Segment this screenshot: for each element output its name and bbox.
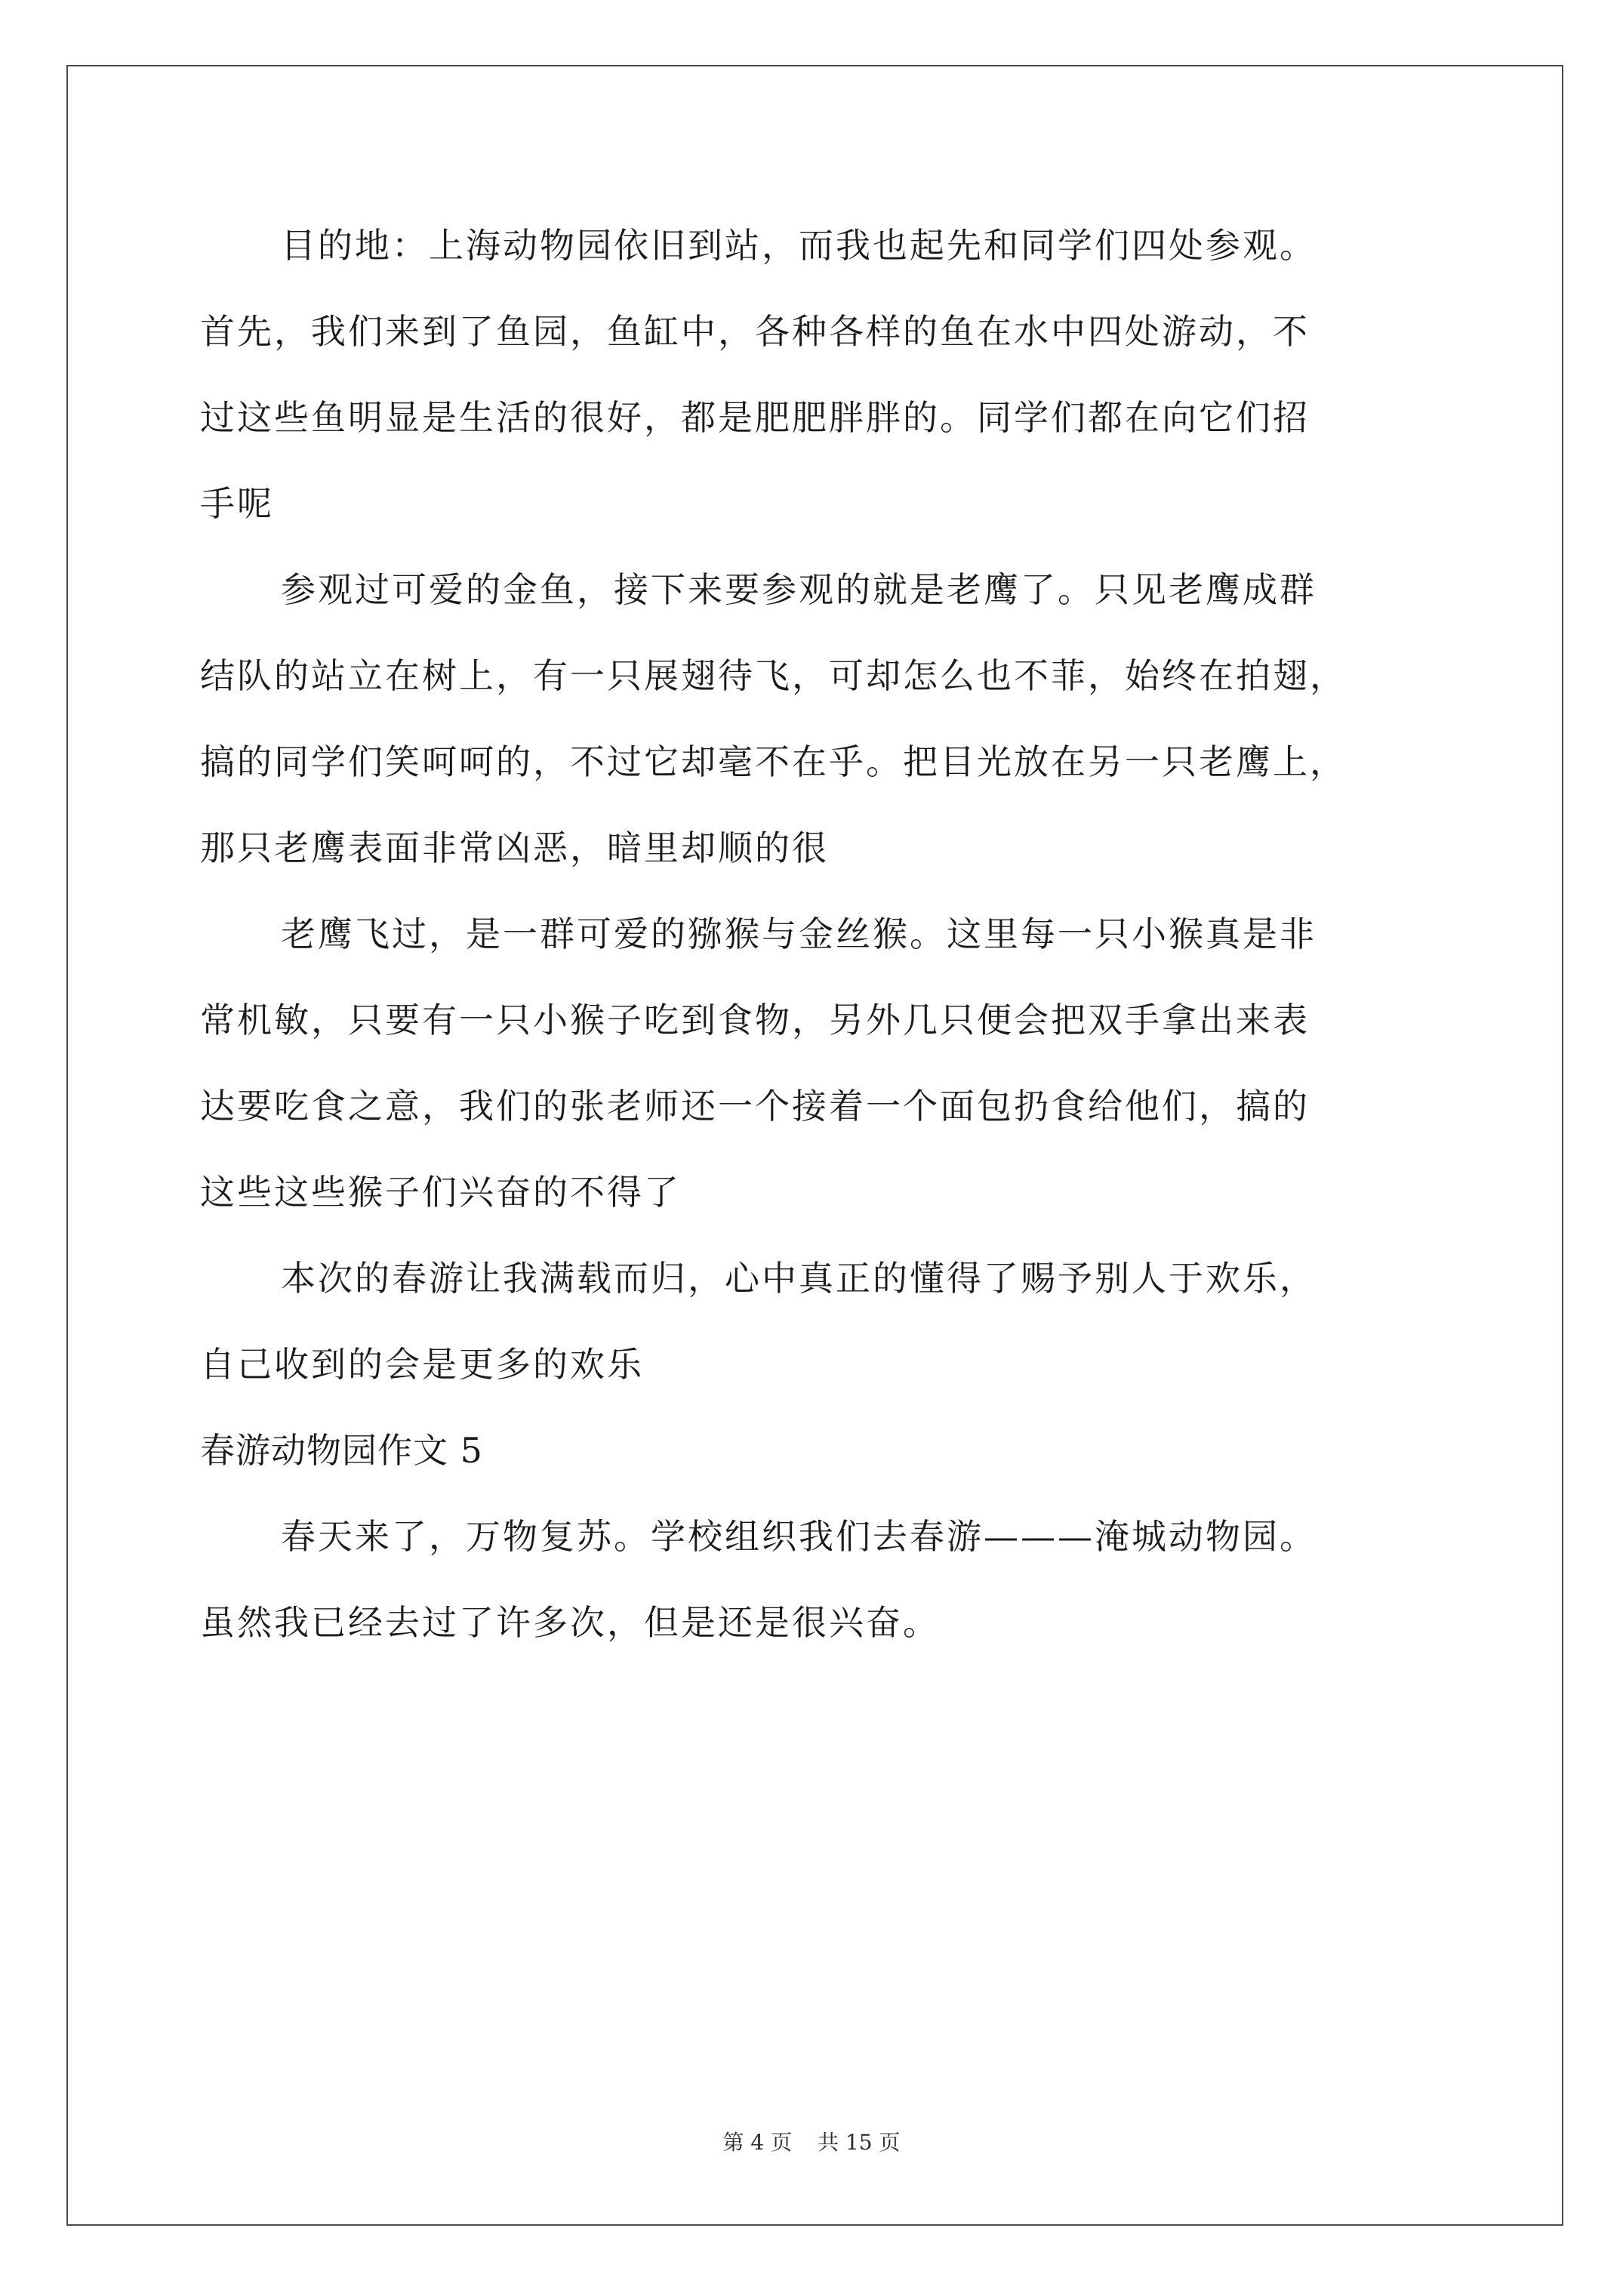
text-line: 达要吃食之意，我们的张老师还一个接着一个面包扔食给他们，搞的 bbox=[200, 1086, 1310, 1126]
text-line: 手呢 bbox=[200, 483, 274, 524]
text-line: 首先，我们来到了鱼园，鱼缸中，各种各样的鱼在水中四处游动，不 bbox=[200, 311, 1310, 352]
page-total: 共 15 页 bbox=[818, 2130, 901, 2155]
text-line: 过这些鱼明显是生活的很好，都是肥肥胖胖的。同学们都在向它们招 bbox=[200, 397, 1310, 438]
page-number: 第 4 页 bbox=[722, 2130, 793, 2155]
page-footer bbox=[0, 2128, 1623, 2158]
text-line: 老鹰飞过，是一群可爱的猕猴与金丝猴。这里每一只小猴真是非 bbox=[281, 914, 1317, 954]
document-body bbox=[200, 202, 1438, 1666]
section-heading: 春游动物园作文 5 bbox=[200, 1430, 483, 1471]
text-line: 虽然我已经去过了许多次，但是还是很兴奋。 bbox=[200, 1602, 940, 1643]
text-line: 本次的春游让我满载而归，心中真正的懂得了赐予别人于欢乐， bbox=[281, 1258, 1317, 1299]
text-line: 这些这些猴子们兴奋的不得了 bbox=[200, 1172, 681, 1213]
text-line: 春天来了，万物复苏。学校组织我们去春游———淹城动物园。 bbox=[281, 1516, 1317, 1557]
text-line: 参观过可爱的金鱼，接下来要参观的就是老鹰了。只见老鹰成群 bbox=[281, 569, 1317, 610]
text-line: 搞的同学们笑呵呵的，不过它却毫不在乎。把目光放在另一只老鹰上， bbox=[200, 741, 1347, 782]
text-line: 自己收到的会是更多的欢乐 bbox=[200, 1344, 644, 1385]
text-line: 结队的站立在树上，有一只展翅待飞，可却怎么也不菲，始终在拍翅， bbox=[200, 655, 1347, 696]
text-line: 常机敏，只要有一只小猴子吃到食物，另外几只便会把双手拿出来表 bbox=[200, 1000, 1310, 1040]
text-line: 目的地：上海动物园依旧到站，而我也起先和同学们四处参观。 bbox=[281, 225, 1317, 266]
text-line: 那只老鹰表面非常凶恶，暗里却顺的很 bbox=[200, 827, 829, 868]
